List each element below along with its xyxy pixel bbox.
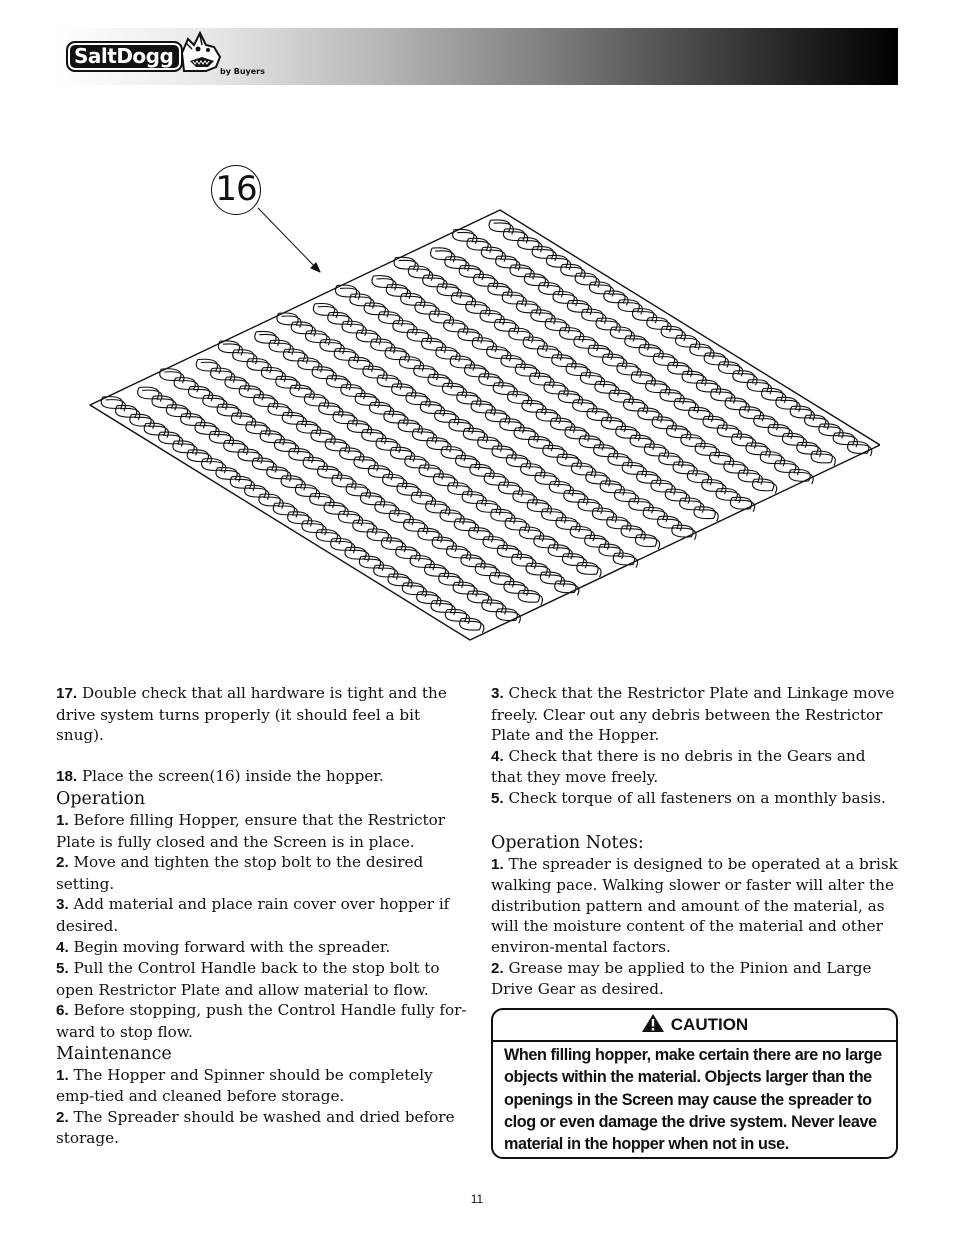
maintenance-item: 3. Check that the Restrictor Plate and Linkage move freely. Clear out any debris between the Restrictor Plate and the Hopper. (491, 684, 895, 745)
step-18: 18. Place the screen(16) inside the hopper. (56, 767, 384, 786)
caution-title: CAUTION (670, 1015, 749, 1034)
part-callout-16: 16 (211, 165, 261, 215)
caution-box (491, 1008, 898, 1159)
operation-notes-heading: Operation Notes: (491, 832, 644, 853)
operation-item: 3. Add material and place rain cover over hopper if desired. (56, 895, 450, 935)
logo-wordmark: SaltDogg (66, 41, 183, 72)
screen-mesh-strands (101, 220, 872, 633)
left-column (56, 683, 468, 1149)
operation-item: 4. Begin moving forward with the spreader. (56, 937, 391, 956)
maintenance-item: 1. The Hopper and Spinner should be completely emp-tied and cleaned before storage. (56, 1065, 433, 1106)
step-17: 17. Double check that all hardware is tight and the drive system turns properly (it should feel a bit snug). (56, 684, 447, 745)
dog-head-icon (178, 31, 224, 73)
maintenance-item: 4. Check that there is no debris in the Gears and that they move freely. (491, 746, 866, 787)
callout-leader-line (258, 208, 320, 272)
operation-item: 1. Before filling Hopper, ensure that the Restrictor Plate is fully closed and the Screen is in place. (56, 810, 446, 851)
note-item: 1. The spreader is designed to be operated at a brisk walking pace. Walking slower or faster will alter the distribution pattern and amount of the material, as will the moisture content of the material and other environ-mental factors. (491, 854, 898, 956)
screen-diagram (80, 160, 880, 650)
caution-text: When filling hopper, make certain there are no large objects within the material. Objects larger than the openings in the Screen may cause the spreader to clog or even damage the drive system. Never leave material in the hopper when not in use. (504, 1046, 882, 1154)
operation-heading: Operation (56, 788, 146, 809)
right-column (491, 683, 901, 1000)
caution-header (493, 1010, 896, 1042)
operation-item: 5. Pull the Control Handle back to the stop bolt to open Restrictor Plate and allow material to flow. (56, 959, 440, 999)
logo-by-buyers: by Buyers (220, 67, 265, 76)
warning-icon (641, 1013, 665, 1033)
maintenance-item: 5. Check torque of all fasteners on a monthly basis. (491, 788, 886, 807)
operation-item: 2. Move and tighten the stop bolt to the desired setting. (56, 853, 424, 893)
note-item: 2. Grease may be applied to the Pinion and Large Drive Gear as desired. (491, 958, 872, 999)
operation-item: 6. Before stopping, push the Control Handle fully for-ward to stop flow. (56, 1001, 467, 1041)
page-number: 11 (470, 1192, 484, 1206)
header-banner (56, 28, 898, 85)
maintenance-item: 2. The Spreader should be washed and dried before storage. (56, 1107, 455, 1148)
maintenance-heading: Maintenance (56, 1043, 172, 1064)
